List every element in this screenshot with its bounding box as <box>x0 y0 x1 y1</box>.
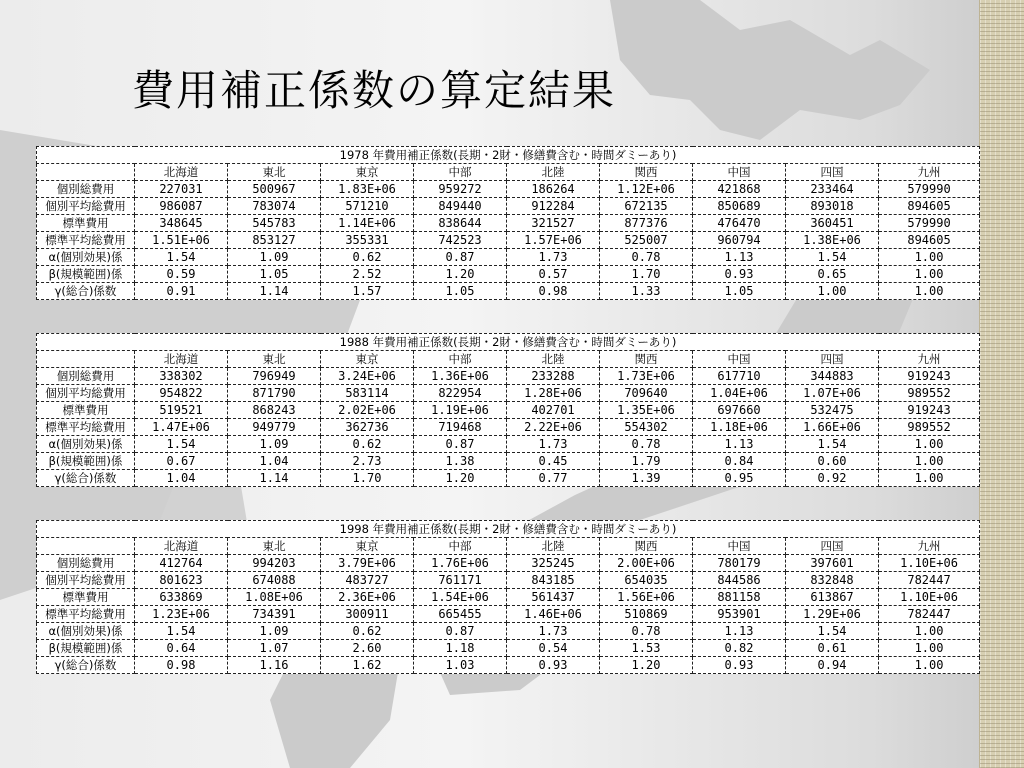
table-cell: 0.95 <box>693 470 786 487</box>
table-cell: 1.46E+06 <box>507 606 600 623</box>
table-cell: 1.00 <box>879 640 980 657</box>
column-header: 東京 <box>321 351 414 368</box>
table-cell: 545783 <box>228 215 321 232</box>
table-cell: 761171 <box>414 572 507 589</box>
slide-title: 費用補正係数の算定結果 <box>132 66 617 115</box>
table-row <box>37 572 980 589</box>
table-cell: 0.61 <box>786 640 879 657</box>
table-cell: 1.23E+06 <box>135 606 228 623</box>
table-cell: 1.12E+06 <box>600 181 693 198</box>
column-header: 北陸 <box>507 164 600 181</box>
table-cell: 1.73E+06 <box>600 368 693 385</box>
row-label: 個別平均総費用 <box>37 198 135 215</box>
table-cell: 871790 <box>228 385 321 402</box>
table-cell: 476470 <box>693 215 786 232</box>
header-corner-cell <box>37 538 135 555</box>
table-cell: 0.82 <box>693 640 786 657</box>
table-cell: 953901 <box>693 606 786 623</box>
table-cell: 360451 <box>786 215 879 232</box>
table-row <box>37 232 980 249</box>
table-cell: 822954 <box>414 385 507 402</box>
table-row <box>37 385 980 402</box>
table-cell: 0.60 <box>786 453 879 470</box>
table-cell: 402701 <box>507 402 600 419</box>
table-caption-row <box>37 334 980 351</box>
row-label: 個別平均総費用 <box>37 385 135 402</box>
table-cell: 1.35E+06 <box>600 402 693 419</box>
table-cell: 853127 <box>228 232 321 249</box>
table-cell: 1.54 <box>786 623 879 640</box>
column-header: 九州 <box>879 538 980 555</box>
table-caption: 1998 年費用補正係数(長期・2財・修繕費含む・時間ダミーあり) <box>37 521 980 538</box>
table-cell: 227031 <box>135 181 228 198</box>
column-header: 東北 <box>228 538 321 555</box>
cost-table-1978 <box>36 146 980 300</box>
table-cell: 734391 <box>228 606 321 623</box>
row-label: 標準平均総費用 <box>37 606 135 623</box>
table-cell: 1.03 <box>414 657 507 674</box>
table-row <box>37 436 980 453</box>
table-cell: 633869 <box>135 589 228 606</box>
table-row <box>37 640 980 657</box>
table-cell: 1.38 <box>414 453 507 470</box>
table-cell: 0.91 <box>135 283 228 300</box>
table-cell: 1.05 <box>414 283 507 300</box>
table-row <box>37 419 980 436</box>
table-cell: 1.04 <box>135 470 228 487</box>
column-header: 九州 <box>879 351 980 368</box>
table-cell: 1.38E+06 <box>786 232 879 249</box>
table-cell: 532475 <box>786 402 879 419</box>
table-cell: 0.93 <box>693 657 786 674</box>
table-cell: 986087 <box>135 198 228 215</box>
table-cell: 1.13 <box>693 249 786 266</box>
table-cell: 1.07 <box>228 640 321 657</box>
table-cell: 1.73 <box>507 436 600 453</box>
table-cell: 1.20 <box>600 657 693 674</box>
table-cell: 877376 <box>600 215 693 232</box>
table-caption-row <box>37 147 980 164</box>
table-cell: 0.93 <box>507 657 600 674</box>
table-cell: 1.54 <box>135 249 228 266</box>
column-header: 北陸 <box>507 351 600 368</box>
table-cell: 1.18E+06 <box>693 419 786 436</box>
table-cell: 1.18 <box>414 640 507 657</box>
table-cell: 1.57 <box>321 283 414 300</box>
table-caption: 1978 年費用補正係数(長期・2財・修繕費含む・時間ダミーあり) <box>37 147 980 164</box>
table-cell: 1.20 <box>414 266 507 283</box>
table-cell: 674088 <box>228 572 321 589</box>
table-cell: 1.54E+06 <box>414 589 507 606</box>
table-cell: 583114 <box>321 385 414 402</box>
table-cell: 1.28E+06 <box>507 385 600 402</box>
table-cell: 613867 <box>786 589 879 606</box>
table-cell: 2.02E+06 <box>321 402 414 419</box>
row-label: 標準費用 <box>37 589 135 606</box>
table-cell: 1.05 <box>228 266 321 283</box>
table-row <box>37 657 980 674</box>
column-header: 中部 <box>414 164 507 181</box>
table-cell: 654035 <box>600 572 693 589</box>
table-cell: 1.10E+06 <box>879 555 980 572</box>
column-header: 四国 <box>786 351 879 368</box>
table-row <box>37 555 980 572</box>
table-cell: 844586 <box>693 572 786 589</box>
table-cell: 881158 <box>693 589 786 606</box>
table-cell: 782447 <box>879 606 980 623</box>
row-label: α(個別効果)係 <box>37 436 135 453</box>
row-label: 標準平均総費用 <box>37 419 135 436</box>
table-cell: 0.57 <box>507 266 600 283</box>
table-cell: 2.60 <box>321 640 414 657</box>
table-cell: 1.20 <box>414 470 507 487</box>
column-header: 中国 <box>693 538 786 555</box>
table-cell: 1.56E+06 <box>600 589 693 606</box>
table-cell: 719468 <box>414 419 507 436</box>
header-corner-cell <box>37 164 135 181</box>
table-cell: 355331 <box>321 232 414 249</box>
table-cell: 0.59 <box>135 266 228 283</box>
column-header: 東北 <box>228 164 321 181</box>
table-cell: 1.66E+06 <box>786 419 879 436</box>
table-cell: 1.00 <box>786 283 879 300</box>
table-cell: 0.87 <box>414 249 507 266</box>
column-header: 中国 <box>693 351 786 368</box>
table-cell: 3.24E+06 <box>321 368 414 385</box>
row-label: γ(総合)係数 <box>37 283 135 300</box>
table-cell: 2.22E+06 <box>507 419 600 436</box>
table-caption: 1988 年費用補正係数(長期・2財・修繕費含む・時間ダミーあり) <box>37 334 980 351</box>
column-header: 中部 <box>414 351 507 368</box>
table-caption-row <box>37 521 980 538</box>
table-cell: 709640 <box>600 385 693 402</box>
table-cell: 0.87 <box>414 623 507 640</box>
table-cell: 1.00 <box>879 436 980 453</box>
table-cell: 1.83E+06 <box>321 181 414 198</box>
row-label: α(個別効果)係 <box>37 623 135 640</box>
table-cell: 0.98 <box>507 283 600 300</box>
table-cell: 894605 <box>879 232 980 249</box>
table-cell: 697660 <box>693 402 786 419</box>
table-cell: 1.00 <box>879 657 980 674</box>
table-cell: 421868 <box>693 181 786 198</box>
table-cell: 300911 <box>321 606 414 623</box>
table-row <box>37 589 980 606</box>
table-cell: 1.00 <box>879 453 980 470</box>
table-row <box>37 623 980 640</box>
row-label: β(規模範囲)係 <box>37 453 135 470</box>
table-cell: 838644 <box>414 215 507 232</box>
table-cell: 579990 <box>879 181 980 198</box>
table-cell: 868243 <box>228 402 321 419</box>
table-cell: 0.84 <box>693 453 786 470</box>
column-header: 北海道 <box>135 351 228 368</box>
table-cell: 949779 <box>228 419 321 436</box>
column-header: 九州 <box>879 164 980 181</box>
table-cell: 0.78 <box>600 249 693 266</box>
table-cell: 1.00 <box>879 266 980 283</box>
table-cell: 1.14 <box>228 283 321 300</box>
table-cell: 850689 <box>693 198 786 215</box>
table-cell: 0.78 <box>600 623 693 640</box>
row-label: β(規模範囲)係 <box>37 640 135 657</box>
column-header: 北陸 <box>507 538 600 555</box>
table-cell: 0.62 <box>321 623 414 640</box>
table-cell: 571210 <box>321 198 414 215</box>
table-cell: 579990 <box>879 215 980 232</box>
column-header: 関西 <box>600 351 693 368</box>
table-cell: 344883 <box>786 368 879 385</box>
table-cell: 1.53 <box>600 640 693 657</box>
table-cell: 2.52 <box>321 266 414 283</box>
table-cell: 1.00 <box>879 623 980 640</box>
table-cell: 0.65 <box>786 266 879 283</box>
table-cell: 483727 <box>321 572 414 589</box>
table-cell: 782447 <box>879 572 980 589</box>
row-label: 個別平均総費用 <box>37 572 135 589</box>
table-cell: 1.04E+06 <box>693 385 786 402</box>
table-cell: 1.00 <box>879 283 980 300</box>
table-cell: 894605 <box>879 198 980 215</box>
row-label: 個別総費用 <box>37 368 135 385</box>
table-cell: 1.54 <box>135 623 228 640</box>
table-row <box>37 249 980 266</box>
table-cell: 1.09 <box>228 436 321 453</box>
table-row <box>37 215 980 232</box>
table-cell: 959272 <box>414 181 507 198</box>
table-cell: 500967 <box>228 181 321 198</box>
column-header: 東北 <box>228 351 321 368</box>
decorative-side-strip <box>979 0 1024 768</box>
table-cell: 412764 <box>135 555 228 572</box>
table-row <box>37 368 980 385</box>
row-label: 標準平均総費用 <box>37 232 135 249</box>
table-cell: 397601 <box>786 555 879 572</box>
table-cell: 1.76E+06 <box>414 555 507 572</box>
hokkaido-landmass <box>610 0 930 140</box>
table-cell: 617710 <box>693 368 786 385</box>
column-header: 東京 <box>321 164 414 181</box>
row-label: 個別総費用 <box>37 555 135 572</box>
table-cell: 554302 <box>600 419 693 436</box>
table-cell: 1.00 <box>879 470 980 487</box>
column-header: 北海道 <box>135 164 228 181</box>
table-cell: 0.78 <box>600 436 693 453</box>
table-cell: 321527 <box>507 215 600 232</box>
table-cell: 1.04 <box>228 453 321 470</box>
table-cell: 960794 <box>693 232 786 249</box>
table-cell: 1.70 <box>600 266 693 283</box>
table-cell: 233464 <box>786 181 879 198</box>
table-cell: 994203 <box>228 555 321 572</box>
table-cell: 1.19E+06 <box>414 402 507 419</box>
table-cell: 1.07E+06 <box>786 385 879 402</box>
table-cell: 780179 <box>693 555 786 572</box>
table-cell: 0.45 <box>507 453 600 470</box>
table-cell: 665455 <box>414 606 507 623</box>
table-cell: 832848 <box>786 572 879 589</box>
table-cell: 0.77 <box>507 470 600 487</box>
table-cell: 1.73 <box>507 623 600 640</box>
column-header: 北海道 <box>135 538 228 555</box>
cost-table-1998 <box>36 520 980 674</box>
table-cell: 1.54 <box>135 436 228 453</box>
row-label: 標準費用 <box>37 402 135 419</box>
table-cell: 893018 <box>786 198 879 215</box>
cost-table-1988 <box>36 333 980 487</box>
column-header: 中部 <box>414 538 507 555</box>
table-cell: 989552 <box>879 385 980 402</box>
table-cell: 1.00 <box>879 249 980 266</box>
table-cell: 1.14E+06 <box>321 215 414 232</box>
table-row <box>37 266 980 283</box>
table-cell: 742523 <box>414 232 507 249</box>
table-cell: 1.13 <box>693 436 786 453</box>
table-header-row <box>37 351 980 368</box>
row-label: 個別総費用 <box>37 181 135 198</box>
table-row <box>37 181 980 198</box>
table-row <box>37 606 980 623</box>
table-cell: 0.92 <box>786 470 879 487</box>
table-cell: 1.09 <box>228 249 321 266</box>
table-cell: 233288 <box>507 368 600 385</box>
table-cell: 0.62 <box>321 249 414 266</box>
table-cell: 1.13 <box>693 623 786 640</box>
table-cell: 0.62 <box>321 436 414 453</box>
table-cell: 1.14 <box>228 470 321 487</box>
row-label: γ(総合)係数 <box>37 470 135 487</box>
table-cell: 1.54 <box>786 436 879 453</box>
table-cell: 1.05 <box>693 283 786 300</box>
table-cell: 510869 <box>600 606 693 623</box>
table-cell: 919243 <box>879 368 980 385</box>
table-row <box>37 453 980 470</box>
table-cell: 783074 <box>228 198 321 215</box>
table-header-row <box>37 538 980 555</box>
table-cell: 348645 <box>135 215 228 232</box>
table-row <box>37 402 980 419</box>
row-label: γ(総合)係数 <box>37 657 135 674</box>
table-cell: 1.08E+06 <box>228 589 321 606</box>
table-cell: 1.51E+06 <box>135 232 228 249</box>
table-cell: 919243 <box>879 402 980 419</box>
table-row <box>37 283 980 300</box>
table-cell: 1.33 <box>600 283 693 300</box>
table-cell: 525007 <box>600 232 693 249</box>
table-cell: 849440 <box>414 198 507 215</box>
table-row <box>37 198 980 215</box>
column-header: 中国 <box>693 164 786 181</box>
table-cell: 1.39 <box>600 470 693 487</box>
table-cell: 954822 <box>135 385 228 402</box>
table-cell: 1.36E+06 <box>414 368 507 385</box>
table-cell: 0.93 <box>693 266 786 283</box>
table-cell: 0.64 <box>135 640 228 657</box>
table-cell: 338302 <box>135 368 228 385</box>
table-cell: 1.62 <box>321 657 414 674</box>
table-cell: 2.36E+06 <box>321 589 414 606</box>
table-cell: 0.67 <box>135 453 228 470</box>
table-cell: 561437 <box>507 589 600 606</box>
table-cell: 0.54 <box>507 640 600 657</box>
table-cell: 1.47E+06 <box>135 419 228 436</box>
row-label: β(規模範囲)係 <box>37 266 135 283</box>
table-cell: 1.70 <box>321 470 414 487</box>
table-cell: 1.16 <box>228 657 321 674</box>
table-cell: 1.10E+06 <box>879 589 980 606</box>
table-cell: 0.94 <box>786 657 879 674</box>
table-cell: 0.87 <box>414 436 507 453</box>
table-cell: 843185 <box>507 572 600 589</box>
row-label: 標準費用 <box>37 215 135 232</box>
table-cell: 2.73 <box>321 453 414 470</box>
table-row <box>37 470 980 487</box>
table-cell: 519521 <box>135 402 228 419</box>
table-cell: 362736 <box>321 419 414 436</box>
table-cell: 186264 <box>507 181 600 198</box>
table-cell: 0.98 <box>135 657 228 674</box>
table-cell: 3.79E+06 <box>321 555 414 572</box>
table-cell: 989552 <box>879 419 980 436</box>
table-cell: 1.29E+06 <box>786 606 879 623</box>
column-header: 東京 <box>321 538 414 555</box>
column-header: 関西 <box>600 164 693 181</box>
table-cell: 1.57E+06 <box>507 232 600 249</box>
table-cell: 1.79 <box>600 453 693 470</box>
table-header-row <box>37 164 980 181</box>
table-cell: 672135 <box>600 198 693 215</box>
column-header: 関西 <box>600 538 693 555</box>
table-cell: 1.54 <box>786 249 879 266</box>
header-corner-cell <box>37 351 135 368</box>
table-cell: 796949 <box>228 368 321 385</box>
table-cell: 1.73 <box>507 249 600 266</box>
row-label: α(個別効果)係 <box>37 249 135 266</box>
table-cell: 801623 <box>135 572 228 589</box>
column-header: 四国 <box>786 164 879 181</box>
table-cell: 2.00E+06 <box>600 555 693 572</box>
column-header: 四国 <box>786 538 879 555</box>
table-cell: 912284 <box>507 198 600 215</box>
table-cell: 1.09 <box>228 623 321 640</box>
table-cell: 325245 <box>507 555 600 572</box>
